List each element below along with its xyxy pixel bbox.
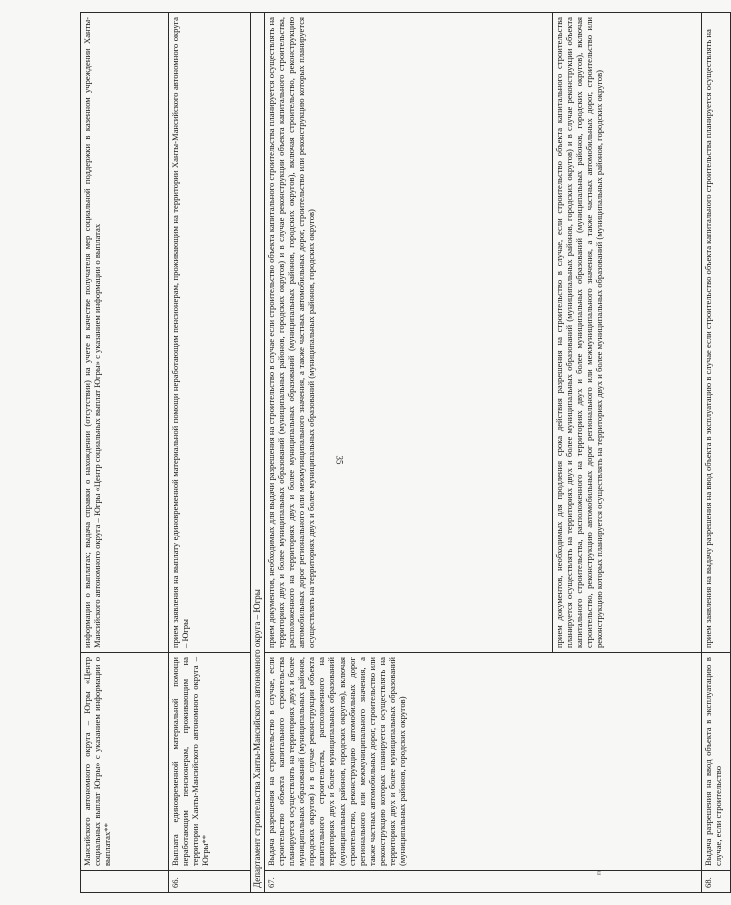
service-name: Выплата единовременной материальной помощи неработающим пенсионерам, проживающим на территории Ханты-Мансийского автономного округа – Югры**	[169, 653, 251, 871]
row-number: 68.	[701, 871, 730, 893]
service-description: прием заявления на выдачу разрешения на ввод объекта в эксплуатацию в случае если строительство объекта капитального строительства планируется осуществлять на	[701, 13, 730, 653]
row-number	[81, 871, 169, 893]
service-name: Мансийского автономного округа – Югры «Центр социальных выплат Югры» с указанием информации о выплатах**	[81, 653, 169, 871]
table-row	[701, 13, 730, 893]
footer-mark: ш	[595, 870, 602, 876]
service-description: прием заявления на выплату единовременной материальной помощи неработающим пенсионерам, проживающим на территории Ханты-Мансийского автономного округа – Югры	[169, 13, 251, 653]
service-name: Выдача разрешения на строительство в случае, если строительство объекта капитального строительства планируется осуществлять на территориях двух и более муниципальных образований (муниципальных районов, городских округов) и в случае реконструкции объекта капитального строительства, расположенного на территориях двух и более муниципальных образований (муниципальных районов, городских округов), включая строительство, реконструкцию автомобильных дорог регионального или межмуниципального значения, а также частных автомобильных дорог, строительство или реконструкцию которых планируется осуществлять на территориях двух и более муниципальных образований (муниципальных районов, городских округов)	[264, 653, 701, 871]
service-description: прием документов, необходимых для продления срока действия разрешения на строительство в случае, если строительство объекта капитального строительства планируется осуществлять на территориях двух и более муниципальных образований (муниципальных районов, городских округов) и в случае реконструкции объекта капитального строительства, расположенного на территориях двух и более муниципальных образований (муниципальных районов, городских округов), включая строительство, реконструкцию автомобильных дорог регионального или межмуниципального значения, а также частных автомобильных дорог, строительство или реконструкцию которых планируется осуществлять на территориях двух и более муниципальных образований (муниципальных районов, городских округов)	[552, 13, 701, 653]
table-row	[169, 13, 251, 893]
service-description: информации о выплатах; выдача справки о нахождении (отсутствии) на учете в качестве получателя мер социальной поддержки в казенном учреждении Ханты-Мансийского автономного округа – Югры «Центр социальных выплат Югры» с указанием информации о выплатах	[81, 13, 169, 653]
rotated-page-content	[80, 13, 723, 893]
service-description: прием документов, необходимых для выдачи разрешения на строительство в случае если строительство объекта капитального строительства планируется осуществлять на территориях двух и более муниципальных образований (муниципальных районов, городских округов) и в случае реконструкции объекта капитального строительства, расположенного на территориях двух и более муниципальных образований (муниципальных районов, городских округов), включая строительство, реконструкцию автомобильных дорог регионального или межмуниципального значения, а также частных автомобильных дорог, строительство или реконструкцию которых планируется осуществлять на территориях двух и более муниципальных образований (муниципальных районов, городских округов)	[264, 13, 552, 653]
service-name: Выдача разрешения на ввод объекта в эксплуатацию в случае, если строительство	[701, 653, 730, 871]
table-row	[264, 13, 552, 893]
page-number: 35	[334, 455, 345, 465]
row-number: 67.	[264, 871, 701, 893]
department-row	[251, 13, 265, 893]
services-table	[80, 12, 731, 893]
row-number: 66.	[169, 871, 251, 893]
department-heading: Департамент строительства Ханты-Мансийского автономного округа – Югры	[251, 13, 265, 893]
table-row	[81, 13, 169, 893]
